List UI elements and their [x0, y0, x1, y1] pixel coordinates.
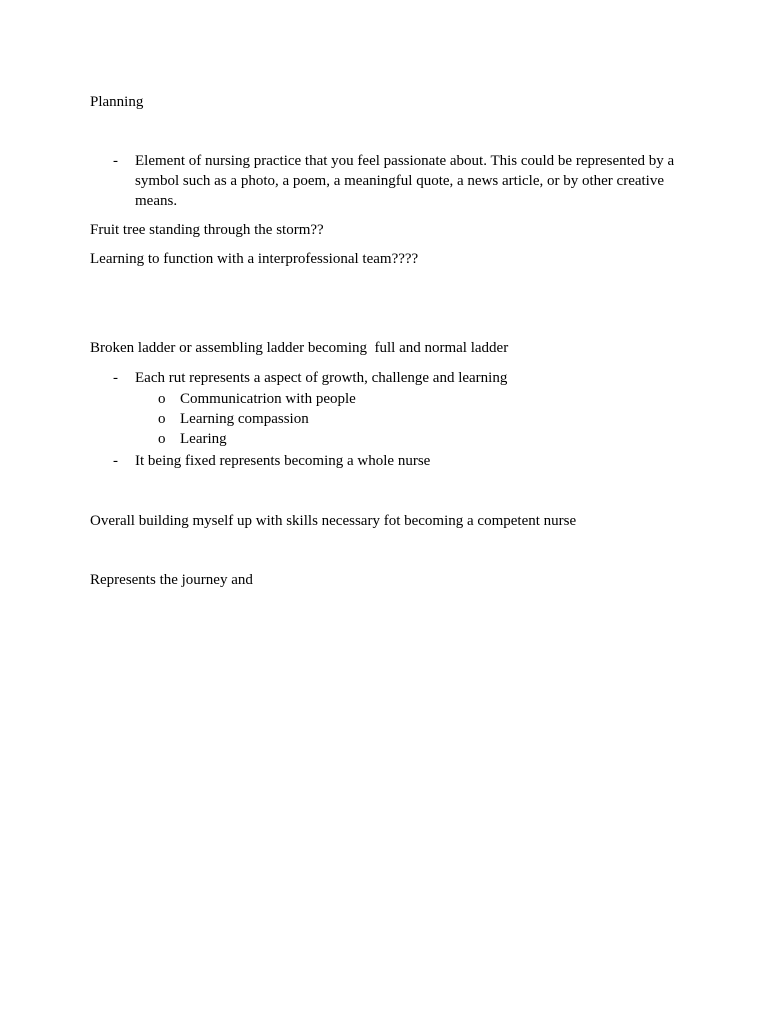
intro-bullet-text: Element of nursing practice that you feel passionate about. This could be represented by a symbol such as a photo, a poem, a meaningful quote, a news article, or by other creative means.	[135, 153, 675, 209]
circle-bullet-marker: o	[158, 431, 166, 447]
dash-bullet-marker: -	[113, 370, 118, 386]
ladder-heading: Broken ladder or assembling ladder becoming full and normal ladder	[90, 340, 509, 356]
dash-bullet-marker: -	[113, 153, 118, 169]
ladder-bullet-2	[90, 451, 690, 471]
heading-planning: Planning	[90, 94, 144, 110]
sub-bullet-learing	[90, 429, 690, 449]
sub-bullet-compassion	[90, 409, 690, 429]
sub-bullet-text: Communicatrion with people	[180, 391, 356, 407]
ladder-bullet-1-text: Each rut represents a aspect of growth, challenge and learning	[135, 370, 508, 386]
sub-bullet-communication	[90, 389, 690, 409]
dash-bullet-marker: -	[113, 453, 118, 469]
idea-interprofessional-team: Learning to function with a interprofessional team????	[90, 251, 419, 267]
overall-statement: Overall building myself up with skills necessary fot becoming a competent nurse	[90, 513, 577, 529]
ladder-bullet-1	[90, 368, 690, 388]
circle-bullet-marker: o	[158, 411, 166, 427]
idea-fruit-tree: Fruit tree standing through the storm??	[90, 222, 324, 238]
intro-bullet	[90, 151, 690, 211]
circle-bullet-marker: o	[158, 391, 166, 407]
sub-bullet-text: Learing	[180, 431, 227, 447]
sub-bullet-text: Learning compassion	[180, 411, 309, 427]
journey-statement: Represents the journey and	[90, 572, 253, 588]
ladder-bullet-2-text: It being fixed represents becoming a whole nurse	[135, 453, 431, 469]
